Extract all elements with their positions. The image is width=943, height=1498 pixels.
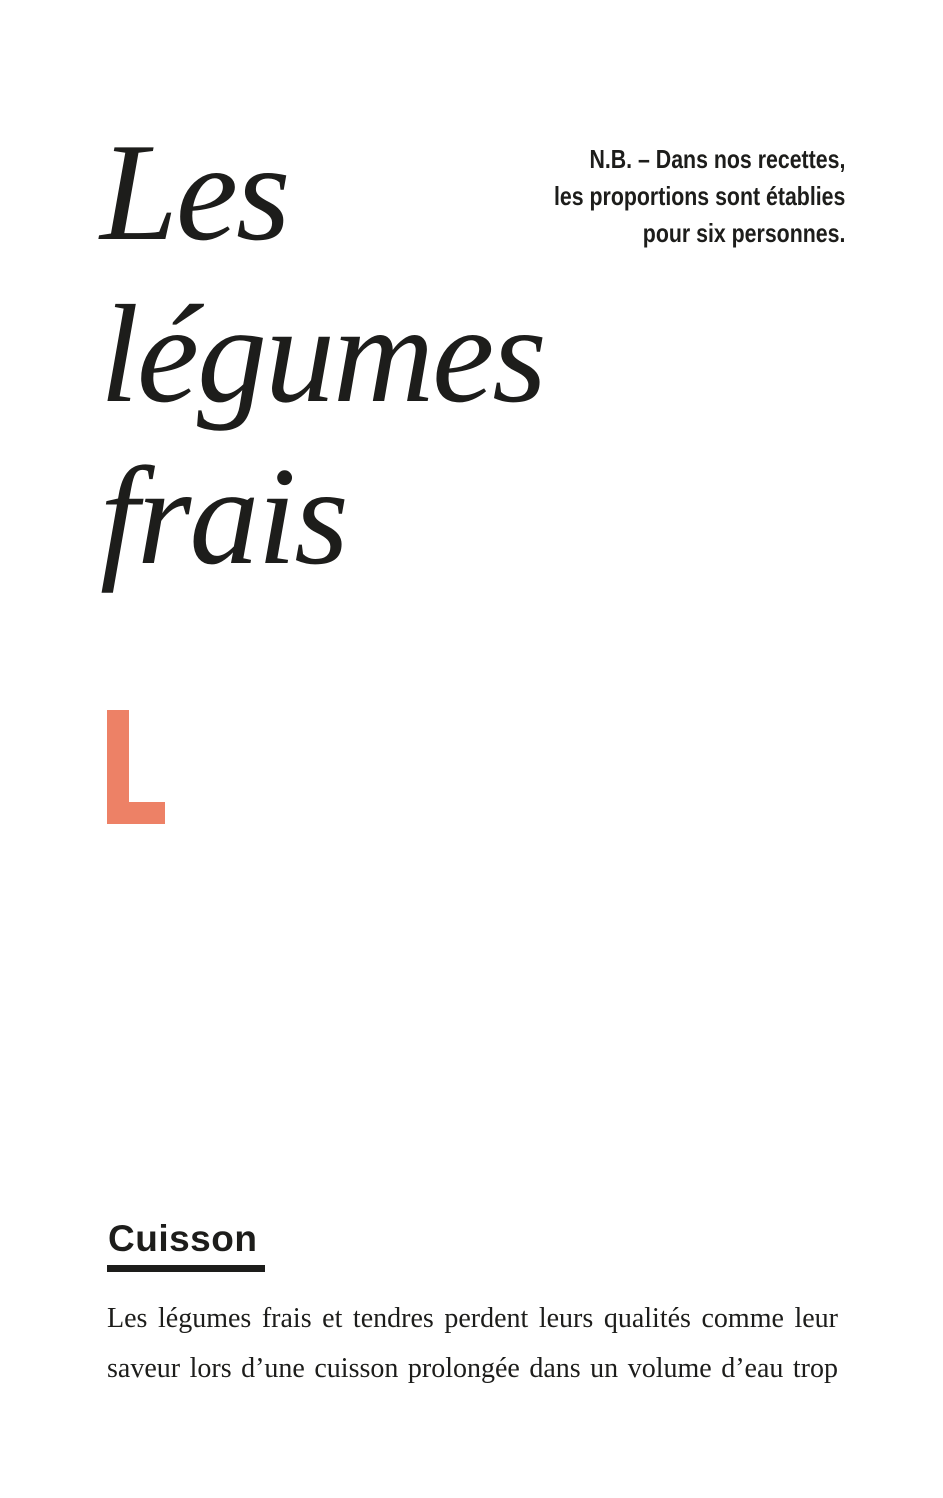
intro-paragraph <box>107 698 838 834</box>
text-line: N.B. – Dans nos recettes, <box>589 144 845 174</box>
nb-note <box>554 141 845 252</box>
section-heading-cuisson: Cuisson <box>107 1219 265 1272</box>
text-line: Les légumes frais et tendres perdent leurs qualités comme leur <box>107 1303 838 1334</box>
dropcap <box>107 710 165 824</box>
page-title <box>100 112 545 598</box>
text-line: pour six personnes. <box>642 218 845 248</box>
text-line: légumes <box>100 277 545 432</box>
text-line: les proportions sont établies <box>553 181 845 211</box>
text-line: saveur lors d’une cuisson prolongée dans un volume d’eau trop <box>107 1353 838 1384</box>
text-line: Les <box>100 115 289 270</box>
section-body-paragraph <box>107 1294 838 1394</box>
text-line: frais <box>100 439 347 594</box>
